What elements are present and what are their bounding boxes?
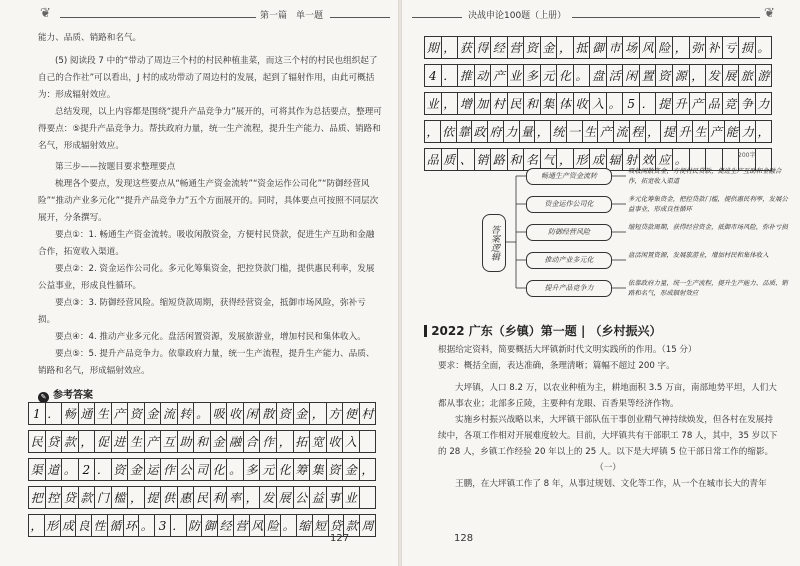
- grid-cell: 产: [491, 65, 508, 86]
- diagram-note: 多元化筹集资金，把控贷款门槛，提供惠民利率，发展公益事业，形成良性循环: [628, 195, 788, 213]
- grid-cell: 道: [46, 459, 63, 480]
- grid-cell: ．: [46, 403, 63, 424]
- grid-cell: ，: [128, 487, 145, 508]
- grid-cell: 资: [524, 37, 541, 58]
- grid-cell: 。: [607, 93, 624, 114]
- grid-cell: 抵: [574, 37, 591, 58]
- grid-cell: 资: [128, 403, 145, 424]
- grid-cell: ，: [673, 37, 690, 58]
- point-5: 要点⑤：5. 提升产品竞争力。依靠政府力量，统一生产流程，提升生产能力、品质、销路和名气，形成辐射效应。: [38, 349, 375, 376]
- grid-cell: 周: [361, 519, 374, 533]
- grid-cell: ．: [171, 515, 187, 536]
- answer-logic-diagram: [472, 160, 792, 306]
- answer-grid-left: [28, 402, 376, 537]
- grid-cell: 贷: [46, 431, 63, 452]
- answer-heading: [38, 386, 93, 403]
- grid-cell: 方: [327, 403, 344, 424]
- grid-cell: 事: [327, 487, 344, 508]
- grid-cell: ，: [557, 149, 574, 170]
- grid-cell: 游: [757, 69, 770, 83]
- grid-cell: 5: [623, 93, 640, 114]
- grid-cell: ，: [646, 121, 662, 142]
- grid-cell: 贷: [329, 515, 345, 536]
- grid-cell: 销: [475, 149, 492, 170]
- grid-cell: 产: [709, 121, 725, 142]
- grid-cell: 畅: [62, 403, 79, 424]
- grid-cell: 能: [725, 121, 741, 142]
- paragraph: (5) 阅读段 7 中的“带动了周边三个村的村民种植韭菜，而这三个村的村民也组织起了自己的合作社”可以看出，J 村的成功带动了周边村的发展，起到了辐射作用，由此可概括为：形成辐射效应。: [38, 56, 378, 100]
- grid-cell: ，: [310, 403, 327, 424]
- grid-cell: 获: [458, 37, 475, 58]
- grid-cell: 成: [61, 515, 77, 536]
- grid-cell: 资: [656, 65, 673, 86]
- grid-cell: 和: [508, 149, 525, 170]
- grid-cell: 应: [656, 149, 673, 170]
- grid-cell: 业: [425, 93, 442, 114]
- grid-cell: 增: [458, 93, 475, 114]
- grid-cell: 缩: [297, 515, 313, 536]
- grid-cell: 。: [194, 403, 211, 424]
- grid-cell: 路: [491, 149, 508, 170]
- grid-cell: 险: [656, 37, 673, 58]
- grid-cell: 公: [178, 459, 195, 480]
- grid-cell: 置: [640, 65, 657, 86]
- grid-cell: 政: [472, 121, 488, 142]
- grid-cell: 1: [29, 403, 46, 424]
- grid-cell: 集: [541, 93, 558, 114]
- grid-cell: 射: [623, 149, 640, 170]
- grid-cell: 发: [260, 487, 277, 508]
- grid-cell: 风: [250, 515, 266, 536]
- grid-row: [28, 402, 376, 425]
- grid-cell: 元: [260, 459, 277, 480]
- answer-grid-right: [424, 36, 772, 171]
- grid-cell: 推: [458, 65, 475, 86]
- paragraph: 能力、品质、销路和名气。: [38, 33, 142, 43]
- grid-cell: 入: [590, 93, 607, 114]
- grid-cell: 气: [541, 149, 558, 170]
- grid-cell: 入: [343, 431, 360, 452]
- grid-cell: 品: [706, 93, 723, 114]
- diagram-node: 资金运作公司化: [526, 196, 612, 213]
- grid-cell: 体: [557, 93, 574, 114]
- grid-cell: 元: [541, 65, 558, 86]
- diagram-note: 依靠政府力量，统一生产流程，提升生产能力、品质、销路和名气，形成辐射效应: [628, 279, 788, 297]
- paragraph: 梳理各个要点，发现这些要点从“畅通生产资金流转”“资金运作公司化”“防御经营风险”“推动产业多元化”“提升产品竞争力”五个方面展开的。同时，具体要点可按照不同层次展开，分条撰写。: [38, 179, 379, 223]
- grid-cell: 经: [491, 37, 508, 58]
- flourish-icon: ❦: [764, 6, 775, 21]
- grid-row: [424, 64, 772, 87]
- diagram-node: 推动产业多元化: [526, 252, 612, 269]
- grid-cell: 性: [92, 515, 108, 536]
- point-3: 要点③：3. 防御经营风险。缩短贷款周期，获得经营资金，抵御市场风险，弥补亏损。: [38, 298, 366, 325]
- grid-cell: 合: [244, 431, 261, 452]
- header-rule-left: [412, 17, 462, 18]
- grid-cell: 作: [161, 459, 178, 480]
- grid-cell: 金: [128, 459, 145, 480]
- grid-cell: ，: [690, 65, 707, 86]
- grid-cell: 槛: [112, 487, 129, 508]
- grid-cell: 。: [757, 41, 770, 55]
- grid-cell: 产: [112, 403, 129, 424]
- question-title: [424, 322, 662, 339]
- grid-cell: 程: [630, 121, 646, 142]
- grid-cell: 御: [202, 515, 218, 536]
- grid-cell: 闲: [244, 403, 261, 424]
- answer-circle-icon: ✎: [38, 392, 49, 403]
- grid-cell: 金: [211, 431, 228, 452]
- grid-cell: 业: [343, 487, 360, 508]
- grid-cell: 司: [194, 459, 211, 480]
- point-4: 要点④：4. 推动产业多元化。盘活闲置资源，发展旅游业，增加村民和集体收入。: [55, 332, 366, 342]
- grid-cell: 一: [567, 121, 583, 142]
- grid-cell: 金: [541, 37, 558, 58]
- grid-cell: 成: [590, 149, 607, 170]
- grid-word-count: 200字: [738, 152, 756, 159]
- grid-cell: ，: [361, 463, 374, 477]
- header-rule-right: [572, 17, 760, 18]
- grid-cell: 得: [475, 37, 492, 58]
- grid-cell: 风: [640, 37, 657, 58]
- grid-cell: 融: [227, 431, 244, 452]
- grid-cell: 靠: [457, 121, 473, 142]
- grid-row: [28, 458, 376, 481]
- grid-cell: 生: [128, 431, 145, 452]
- section-mark: （一）: [595, 463, 621, 473]
- grid-cell: 散: [260, 403, 277, 424]
- grid-cell: 升: [677, 121, 693, 142]
- grid-row: [424, 36, 772, 59]
- grid-cell: 益: [310, 487, 327, 508]
- grid-cell: 金: [145, 403, 162, 424]
- grid-cell: 提: [656, 93, 673, 114]
- grid-cell: 率: [227, 487, 244, 508]
- grid-cell: 力: [757, 97, 770, 111]
- grid-cell: 化: [277, 459, 294, 480]
- grid-cell: 加: [475, 93, 492, 114]
- grid-cell: 旅: [739, 65, 756, 86]
- grid-cell: 短: [313, 515, 329, 536]
- material-paragraph: 王鹏，在大坪镇工作了 8 年，从事过规划、文化等工作，从一个在城市长大的青年: [455, 479, 767, 489]
- grid-cell: 进: [112, 431, 129, 452]
- grid-cell: 产: [690, 93, 707, 114]
- grid-cell: 集: [310, 459, 327, 480]
- grid-cell: 多: [524, 65, 541, 86]
- grid-cell: 环: [124, 515, 140, 536]
- grid-cell: 统: [551, 121, 567, 142]
- page-number-left: 127: [330, 533, 350, 544]
- grid-cell: 力: [504, 121, 520, 142]
- grid-cell: 贷: [62, 487, 79, 508]
- grid-cell: 营: [234, 515, 250, 536]
- grid-cell: 良: [76, 515, 92, 536]
- grid-cell: 供: [161, 487, 178, 508]
- grid-cell: 依: [441, 121, 457, 142]
- grid-cell: 互: [161, 431, 178, 452]
- right-header-title: 决战申论100题（上册）: [464, 8, 570, 24]
- grid-cell: 竞: [723, 93, 740, 114]
- grid-cell: ，: [277, 431, 294, 452]
- grid-row: [28, 514, 376, 537]
- grid-cell: 发: [706, 65, 723, 86]
- grid-cell: ．: [442, 65, 459, 86]
- grid-cell: 渠: [29, 459, 46, 480]
- grid-cell: 争: [739, 93, 756, 114]
- grid-cell: ，: [425, 121, 441, 142]
- paragraph: 总结发现，以上内容都是围绕“提升产品竞争力”展开的，可将其作为总括要点，整理可得要点：⑤提升产品竞争力。帮扶政府力量，统一生产流程，提升生产能力、品质、销路和名气，形成辐射效应。: [38, 107, 382, 151]
- step-heading: 第三步——按题目要求整理要点: [55, 162, 176, 172]
- point-2: 要点②：2. 资金运作公司化。多元化筹集资金，把控贷款门槛，提供惠民利率，发展公益事业，形成良性循环。: [38, 264, 375, 291]
- grid-row: [424, 92, 772, 115]
- grid-cell: 资: [277, 403, 294, 424]
- grid-cell: 活: [607, 65, 624, 86]
- grid-cell: 资: [112, 459, 129, 480]
- grid-cell: ，: [535, 121, 551, 142]
- grid-cell: 。: [574, 65, 591, 86]
- diagram-node: 提升产品竞争力: [526, 280, 612, 297]
- grid-cell: ．: [95, 459, 112, 480]
- grid-cell: 。: [227, 459, 244, 480]
- grid-cell: 4: [425, 65, 442, 86]
- grid-cell: 市: [607, 37, 624, 58]
- grid-cell: 便: [343, 403, 360, 424]
- grid-cell: 业: [508, 65, 525, 86]
- grid-cell: 拓: [294, 431, 311, 452]
- grid-cell: 吸: [211, 403, 228, 424]
- grid-cell: 和: [524, 93, 541, 114]
- grid-cell: 生: [95, 403, 112, 424]
- grid-cell: 形: [45, 515, 61, 536]
- grid-cell: 助: [178, 431, 195, 452]
- grid-cell: 盘: [590, 65, 607, 86]
- question-title-text: 2022 广东（乡镇）第一题 | （乡村振兴）: [431, 324, 662, 338]
- grid-cell: 御: [590, 37, 607, 58]
- page-number-right: 128: [454, 533, 474, 544]
- grid-cell: ，: [244, 487, 261, 508]
- grid-cell: 提: [661, 121, 677, 142]
- grid-cell: 经: [218, 515, 234, 536]
- grid-cell: 金: [294, 403, 311, 424]
- grid-cell: 民: [29, 431, 46, 452]
- diagram-node: 防御经营风险: [526, 224, 612, 241]
- grid-cell: 展: [277, 487, 294, 508]
- grid-cell: 产: [145, 431, 162, 452]
- grid-cell: 名: [524, 149, 541, 170]
- grid-cell: 村: [361, 407, 374, 421]
- grid-cell: 控: [46, 487, 63, 508]
- grid-cell: 生: [583, 121, 599, 142]
- diagram-node: 畅通生产资金流转: [526, 168, 612, 185]
- grid-cell: 流: [614, 121, 630, 142]
- grid-cell: 民: [508, 93, 525, 114]
- grid-cell: 营: [508, 37, 525, 58]
- grid-cell: 提: [145, 487, 162, 508]
- grid-cell: 多: [244, 459, 261, 480]
- grid-cell: 期: [425, 37, 442, 58]
- grid-cell: 惠: [178, 487, 195, 508]
- right-body-text: [438, 342, 778, 492]
- grid-cell: 动: [475, 65, 492, 86]
- grid-cell: 。: [62, 459, 79, 480]
- header-rule-left: [60, 17, 256, 18]
- grid-cell: 弥: [690, 37, 707, 58]
- title-bar-icon: [424, 325, 427, 337]
- grid-cell: 闲: [623, 65, 640, 86]
- question-line: 根据给定资料，简要概括大坪镇新时代文明实践所的作用。（15 分）: [438, 345, 697, 355]
- grid-cell: 品: [425, 149, 442, 170]
- grid-cell: 利: [211, 487, 228, 508]
- grid-cell: ，: [442, 93, 459, 114]
- grid-cell: ．: [640, 93, 657, 114]
- grid-cell: 门: [95, 487, 112, 508]
- grid-cell: ，: [757, 125, 770, 139]
- grid-cell: 损: [739, 37, 756, 58]
- grid-cell: 。: [281, 515, 297, 536]
- grid-cell: 款: [344, 515, 360, 536]
- grid-cell: 把: [29, 487, 46, 508]
- point-1: 要点①：1. 畅通生产资金流转。吸收闲散资金，方便村民贷款，促进生产互助和金融合作，拓宽收入渠道。: [38, 230, 375, 257]
- grid-cell: 2: [79, 459, 96, 480]
- grid-cell: 循: [108, 515, 124, 536]
- grid-cell: 展: [723, 65, 740, 86]
- grid-cell: [360, 487, 376, 508]
- grid-cell: 产: [598, 121, 614, 142]
- diagram-note: 盘活闲置资源，发展旅游业，增加村民和集体收入: [628, 251, 769, 259]
- question-requirement: 要求：概括全面，表达准确，条理清晰；篇幅不超过 200 字。: [438, 361, 675, 371]
- flourish-icon: ❦: [40, 6, 51, 21]
- grid-cell: 、: [458, 149, 475, 170]
- grid-row: [424, 120, 772, 143]
- grid-cell: 险: [265, 515, 281, 536]
- grid-cell: ，: [29, 515, 45, 536]
- grid-cell: 化: [211, 459, 228, 480]
- grid-cell: 通: [79, 403, 96, 424]
- grid-cell: 量: [520, 121, 536, 142]
- grid-cell: ，: [79, 431, 96, 452]
- grid-cell: 促: [95, 431, 112, 452]
- grid-cell: 筹: [294, 459, 311, 480]
- grid-cell: 质: [442, 149, 459, 170]
- grid-cell: 和: [194, 431, 211, 452]
- grid-cell: 源: [673, 65, 690, 86]
- grid-cell: 生: [693, 121, 709, 142]
- grid-cell: 收: [227, 403, 244, 424]
- grid-row: [28, 430, 376, 453]
- grid-cell: ，: [557, 37, 574, 58]
- grid-cell: 效: [640, 149, 657, 170]
- grid-row: [28, 486, 376, 509]
- grid-cell: 场: [623, 37, 640, 58]
- material-paragraph: 实施乡村振兴战略以来，大坪镇干部队伍干事创业精气神持续焕发，但各村在发展持续中，各项工作相对开展难度较大。目前，大坪镇共有干部职工 78 人，其中，35 岁以下的 28 人，乡镇工作经验 20 年以上的 25 人。以下是大坪镇 5 位干部日常工作的缩影。: [438, 415, 778, 457]
- grid-cell: 补: [706, 37, 723, 58]
- left-page: [0, 0, 398, 566]
- grid-cell: 防: [187, 515, 203, 536]
- grid-cell: 升: [673, 93, 690, 114]
- left-body-text: [38, 30, 382, 380]
- grid-cell: 府: [488, 121, 504, 142]
- grid-cell: 宽: [310, 431, 327, 452]
- grid-cell: 转: [178, 403, 195, 424]
- diagram-note: 吸收闲散资金，方便村民贷款，促进生产互助和金融合作，拓宽收入渠道: [628, 167, 782, 185]
- grid-cell: [360, 431, 376, 452]
- right-page: [402, 0, 800, 566]
- grid-cell: 形: [574, 149, 591, 170]
- grid-cell: 化: [557, 65, 574, 86]
- grid-cell: 民: [194, 487, 211, 508]
- left-header-title: 第一篇 单一题: [256, 8, 327, 24]
- grid-cell: 资: [327, 459, 344, 480]
- grid-cell: 流: [161, 403, 178, 424]
- diagram-note: 缩短贷款周期，获得经营资金，抵御市场风险，弥补亏损: [628, 223, 788, 231]
- grid-cell: 。: [139, 515, 155, 536]
- grid-cell: 3: [155, 515, 171, 536]
- grid-cell: 金: [343, 459, 360, 480]
- grid-cell: 款: [79, 487, 96, 508]
- header-rule-right: [330, 17, 390, 18]
- grid-cell: 作: [260, 431, 277, 452]
- grid-cell: 辐: [607, 149, 624, 170]
- answer-title-text: 参考答案: [53, 390, 93, 401]
- diagram-root: 答案逻辑: [482, 214, 506, 272]
- material-paragraph: 大坪镇，人口 8.2 万，以农业种植为主，耕地面积 3.5 万亩，南部地势平坦，人们大都从事农业；北部多丘陵，主要种有龙眼、百香果等经济作物。: [438, 383, 777, 409]
- grid-cell: 村: [491, 93, 508, 114]
- grid-cell: 运: [145, 459, 162, 480]
- grid-cell: 款: [62, 431, 79, 452]
- grid-cell: 公: [294, 487, 311, 508]
- grid-cell: ，: [442, 37, 459, 58]
- grid-cell: 收: [327, 431, 344, 452]
- grid-cell: 力: [740, 121, 756, 142]
- grid-cell: 收: [574, 93, 591, 114]
- grid-cell: 亏: [723, 37, 740, 58]
- grid-cell: 。: [673, 149, 690, 170]
